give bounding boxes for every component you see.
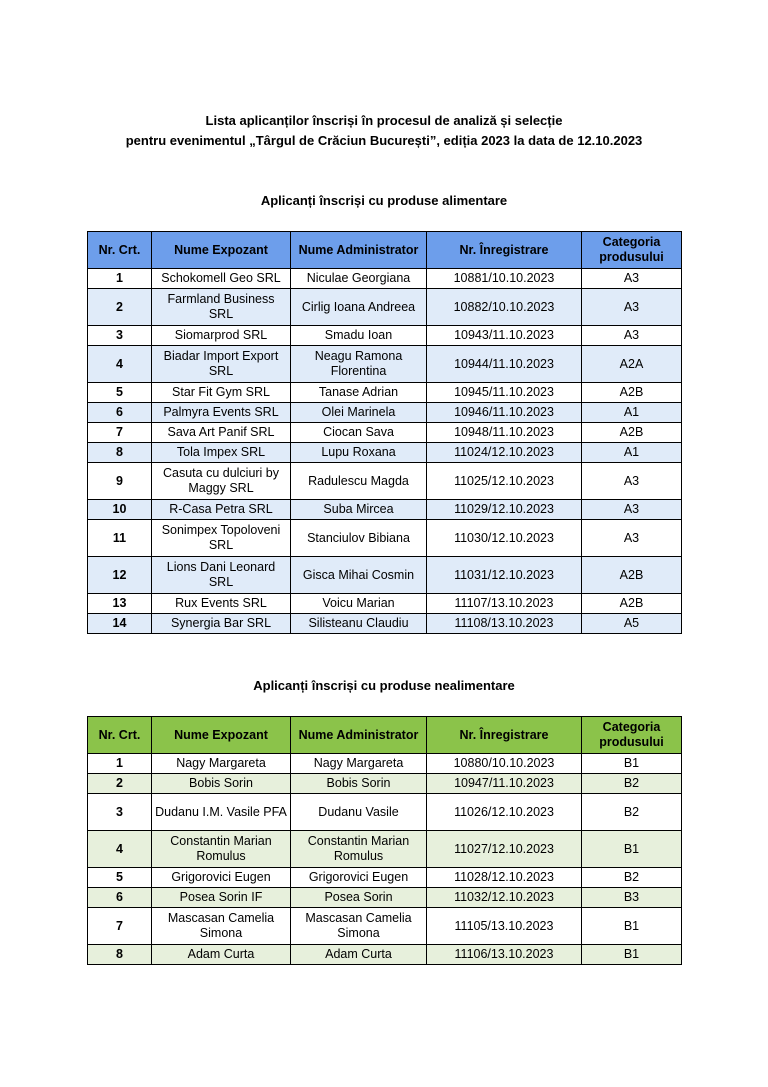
registration-number: 11028/12.10.2023 xyxy=(427,868,582,888)
table-row xyxy=(88,346,682,383)
column-header-category: Categoria produsului xyxy=(582,232,682,269)
product-category: A3 xyxy=(582,269,682,289)
nonfood-section-title: Aplicanți înscriși cu produse nealimentare xyxy=(253,678,515,693)
administrator-name: Neagu Ramona Florentina xyxy=(291,346,427,383)
exhibitor-name: Rux Events SRL xyxy=(152,594,291,614)
product-category: A2B xyxy=(582,594,682,614)
exhibitor-name: Siomarprod SRL xyxy=(152,326,291,346)
column-header-administrator: Nume Administrator xyxy=(291,717,427,754)
table-row xyxy=(88,326,682,346)
administrator-name: Dudanu Vasile xyxy=(291,794,427,831)
document-title-line-2: pentru evenimentul „Târgul de Crăciun București”, ediția 2023 la data de 12.10.2023 xyxy=(125,133,643,148)
table-row xyxy=(88,831,682,868)
food-section-title: Aplicanți înscriși cu produse alimentare xyxy=(260,193,508,208)
exhibitor-name: Grigorovici Eugen xyxy=(152,868,291,888)
administrator-name: Bobis Sorin xyxy=(291,774,427,794)
table-row xyxy=(88,908,682,945)
row-number: 6 xyxy=(88,888,152,908)
registration-number: 10948/11.10.2023 xyxy=(427,423,582,443)
registration-number: 10943/11.10.2023 xyxy=(427,326,582,346)
administrator-name: Niculae Georgiana xyxy=(291,269,427,289)
exhibitor-name: Sava Art Panif SRL xyxy=(152,423,291,443)
row-number: 1 xyxy=(88,754,152,774)
column-header-registration: Nr. Înregistrare xyxy=(427,232,582,269)
product-category: A2B xyxy=(582,423,682,443)
nonfood-applicants-table xyxy=(87,716,682,965)
administrator-name: Olei Marinela xyxy=(291,403,427,423)
row-number: 9 xyxy=(88,463,152,500)
document-title-line-1: Lista aplicanților înscriși în procesul de analiză și selecție xyxy=(205,113,563,128)
registration-number: 11027/12.10.2023 xyxy=(427,831,582,868)
product-category: B1 xyxy=(582,908,682,945)
administrator-name: Voicu Marian xyxy=(291,594,427,614)
exhibitor-name: Star Fit Gym SRL xyxy=(152,383,291,403)
row-number: 8 xyxy=(88,443,152,463)
registration-number: 11107/13.10.2023 xyxy=(427,594,582,614)
registration-number: 10946/11.10.2023 xyxy=(427,403,582,423)
product-category: B1 xyxy=(582,945,682,965)
product-category: A3 xyxy=(582,326,682,346)
administrator-name: Lupu Roxana xyxy=(291,443,427,463)
administrator-name: Nagy Margareta xyxy=(291,754,427,774)
registration-number: 11031/12.10.2023 xyxy=(427,557,582,594)
table-row xyxy=(88,614,682,634)
row-number: 3 xyxy=(88,794,152,831)
table-row xyxy=(88,754,682,774)
row-number: 13 xyxy=(88,594,152,614)
table-row xyxy=(88,289,682,326)
food-applicants-table xyxy=(87,231,682,634)
exhibitor-name: Palmyra Events SRL xyxy=(152,403,291,423)
row-number: 6 xyxy=(88,403,152,423)
product-category: A3 xyxy=(582,463,682,500)
product-category: A3 xyxy=(582,520,682,557)
registration-number: 11026/12.10.2023 xyxy=(427,794,582,831)
administrator-name: Posea Sorin xyxy=(291,888,427,908)
administrator-name: Tanase Adrian xyxy=(291,383,427,403)
table-row xyxy=(88,520,682,557)
administrator-name: Constantin Marian Romulus xyxy=(291,831,427,868)
registration-number: 11032/12.10.2023 xyxy=(427,888,582,908)
administrator-name: Grigorovici Eugen xyxy=(291,868,427,888)
table-header-row xyxy=(88,232,682,269)
administrator-name: Stanciulov Bibiana xyxy=(291,520,427,557)
product-category: A1 xyxy=(582,403,682,423)
table-row xyxy=(88,403,682,423)
row-number: 2 xyxy=(88,774,152,794)
product-category: B1 xyxy=(582,831,682,868)
table-row xyxy=(88,794,682,831)
registration-number: 11029/12.10.2023 xyxy=(427,500,582,520)
exhibitor-name: Mascasan Camelia Simona xyxy=(152,908,291,945)
product-category: A2B xyxy=(582,557,682,594)
administrator-name: Suba Mircea xyxy=(291,500,427,520)
registration-number: 10947/11.10.2023 xyxy=(427,774,582,794)
exhibitor-name: Synergia Bar SRL xyxy=(152,614,291,634)
registration-number: 10882/10.10.2023 xyxy=(427,289,582,326)
exhibitor-name: Constantin Marian Romulus xyxy=(152,831,291,868)
exhibitor-name: Tola Impex SRL xyxy=(152,443,291,463)
registration-number: 11024/12.10.2023 xyxy=(427,443,582,463)
table-row xyxy=(88,500,682,520)
table-row xyxy=(88,269,682,289)
product-category: B2 xyxy=(582,868,682,888)
product-category: A2A xyxy=(582,346,682,383)
row-number: 14 xyxy=(88,614,152,634)
product-category: B2 xyxy=(582,774,682,794)
registration-number: 10881/10.10.2023 xyxy=(427,269,582,289)
exhibitor-name: Bobis Sorin xyxy=(152,774,291,794)
registration-number: 11105/13.10.2023 xyxy=(427,908,582,945)
table-row xyxy=(88,945,682,965)
administrator-name: Ciocan Sava xyxy=(291,423,427,443)
row-number: 7 xyxy=(88,908,152,945)
table-row xyxy=(88,423,682,443)
column-header-registration: Nr. Înregistrare xyxy=(427,717,582,754)
row-number: 5 xyxy=(88,868,152,888)
product-category: A3 xyxy=(582,500,682,520)
exhibitor-name: Schokomell Geo SRL xyxy=(152,269,291,289)
product-category: A5 xyxy=(582,614,682,634)
product-category: B3 xyxy=(582,888,682,908)
row-number: 3 xyxy=(88,326,152,346)
product-category: A2B xyxy=(582,383,682,403)
registration-number: 11025/12.10.2023 xyxy=(427,463,582,500)
table-row xyxy=(88,557,682,594)
row-number: 11 xyxy=(88,520,152,557)
row-number: 4 xyxy=(88,831,152,868)
row-number: 10 xyxy=(88,500,152,520)
row-number: 12 xyxy=(88,557,152,594)
column-header-nr: Nr. Crt. xyxy=(88,717,152,754)
registration-number: 11106/13.10.2023 xyxy=(427,945,582,965)
exhibitor-name: Posea Sorin IF xyxy=(152,888,291,908)
table-header-row xyxy=(88,717,682,754)
column-header-category: Categoria produsului xyxy=(582,717,682,754)
column-header-administrator: Nume Administrator xyxy=(291,232,427,269)
column-header-exhibitor: Nume Expozant xyxy=(152,717,291,754)
exhibitor-name: Farmland Business SRL xyxy=(152,289,291,326)
column-header-exhibitor: Nume Expozant xyxy=(152,232,291,269)
row-number: 1 xyxy=(88,269,152,289)
product-category: B1 xyxy=(582,754,682,774)
table-row xyxy=(88,443,682,463)
table-row xyxy=(88,463,682,500)
row-number: 2 xyxy=(88,289,152,326)
exhibitor-name: R-Casa Petra SRL xyxy=(152,500,291,520)
row-number: 8 xyxy=(88,945,152,965)
exhibitor-name: Casuta cu dulciuri by Maggy SRL xyxy=(152,463,291,500)
table-row xyxy=(88,383,682,403)
registration-number: 10945/11.10.2023 xyxy=(427,383,582,403)
row-number: 4 xyxy=(88,346,152,383)
exhibitor-name: Lions Dani Leonard SRL xyxy=(152,557,291,594)
table-row xyxy=(88,868,682,888)
administrator-name: Cirlig Ioana Andreea xyxy=(291,289,427,326)
table-row xyxy=(88,888,682,908)
registration-number: 10880/10.10.2023 xyxy=(427,754,582,774)
product-category: A1 xyxy=(582,443,682,463)
table-row xyxy=(88,594,682,614)
product-category: B2 xyxy=(582,794,682,831)
administrator-name: Gisca Mihai Cosmin xyxy=(291,557,427,594)
administrator-name: Smadu Ioan xyxy=(291,326,427,346)
exhibitor-name: Dudanu I.M. Vasile PFA xyxy=(152,794,291,831)
exhibitor-name: Sonimpex Topoloveni SRL xyxy=(152,520,291,557)
exhibitor-name: Biadar Import Export SRL xyxy=(152,346,291,383)
exhibitor-name: Nagy Margareta xyxy=(152,754,291,774)
administrator-name: Mascasan Camelia Simona xyxy=(291,908,427,945)
registration-number: 10944/11.10.2023 xyxy=(427,346,582,383)
registration-number: 11108/13.10.2023 xyxy=(427,614,582,634)
registration-number: 11030/12.10.2023 xyxy=(427,520,582,557)
row-number: 7 xyxy=(88,423,152,443)
row-number: 5 xyxy=(88,383,152,403)
product-category: A3 xyxy=(582,289,682,326)
administrator-name: Adam Curta xyxy=(291,945,427,965)
administrator-name: Silisteanu Claudiu xyxy=(291,614,427,634)
column-header-nr: Nr. Crt. xyxy=(88,232,152,269)
table-row xyxy=(88,774,682,794)
administrator-name: Radulescu Magda xyxy=(291,463,427,500)
exhibitor-name: Adam Curta xyxy=(152,945,291,965)
